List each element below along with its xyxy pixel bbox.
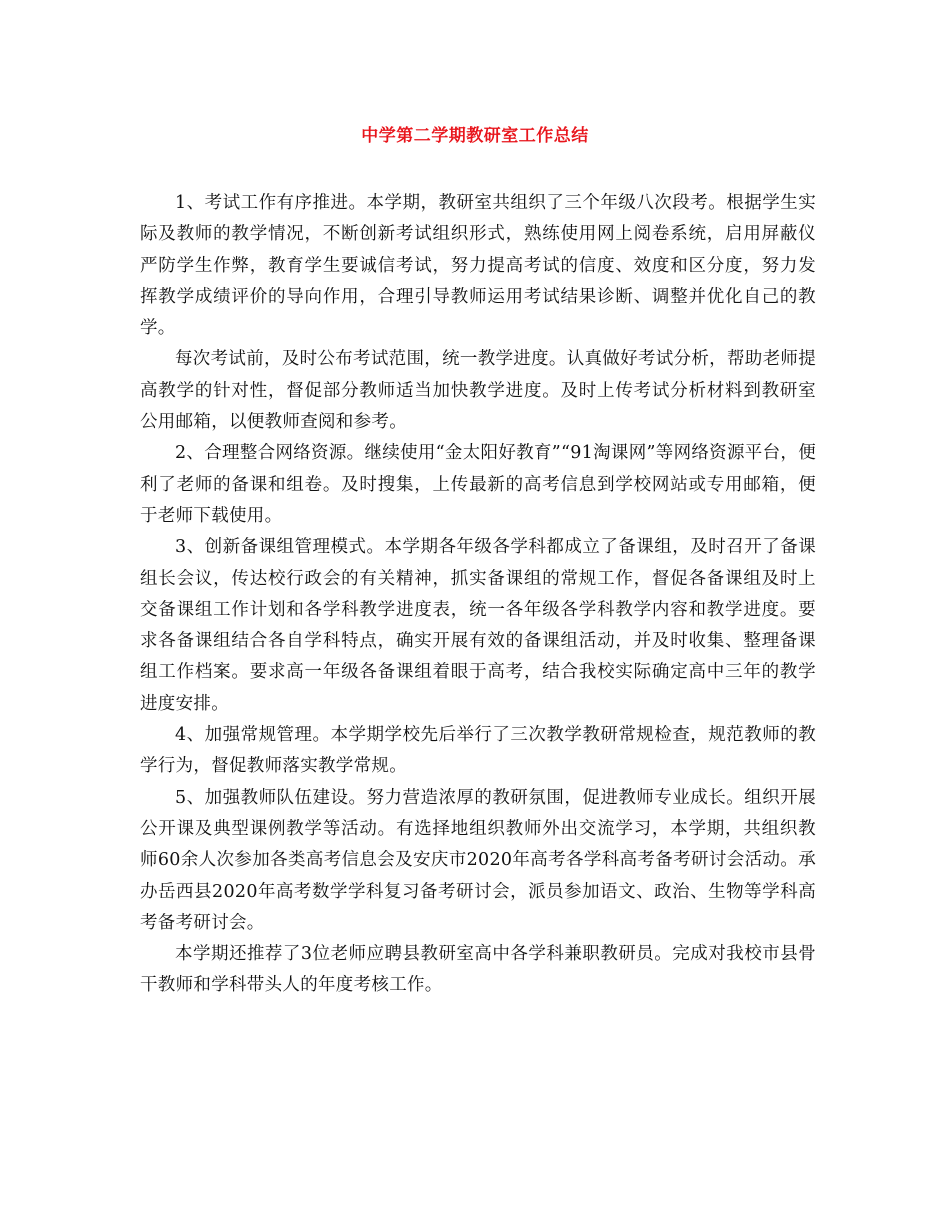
paragraph-exam-preparation: 每次考试前，及时公布考试范围，统一教学进度。认真做好考试分析，帮助老师提高教学的针对性，督促部分教师适当加快教学进度。及时上传考试分析材料到教研室公用邮箱，以便教师查阅和参考。: [140, 349, 816, 433]
document-body: [140, 188, 816, 1002]
paragraph-exam-work: 1、考试工作有序推进。本学期，教研室共组织了三个年级八次段考。根据学生实际及教师的教学情况，不断创新考试组织形式，熟练使用网上阅卷系统，启用屏蔽仪严防学生作弊，教育学生要诚信考试，努力提高考试的信度、效度和区分度，努力发挥教学成绩评价的导向作用，合理引导教师运用考试结果诊断、调整并优化自己的教学。: [140, 193, 816, 339]
paragraph-teacher-development: 5、加强教师队伍建设。努力营造浓厚的教研氛围，促进教师专业成长。组织开展公开课及典型课例教学等活动。有选择地组织教师外出交流学习，本学期，共组织教师60余人次参加各类高考信息会及安庆市2020年高考各学科高考备考研讨会活动。承办岳西县2020年高考数学学科复习备考研讨会，派员参加语文、政治、生物等学科高考备考研讨会。: [140, 787, 816, 933]
paragraph-network-resources: 2、合理整合网络资源。继续使用“金太阳好教育”“91淘课网”等网络资源平台，便利了老师的备课和组卷。及时搜集，上传最新的高考信息到学校网站或专用邮箱，便于老师下载使用。: [140, 443, 816, 526]
paragraph-lesson-prep-groups: 3、创新备课组管理模式。本学期各年级各学科都成立了备课组，及时召开了备课组长会议，传达校行政会的有关精神，抓实备课组的常规工作，督促各备课组及时上交备课组工作计划和各学科教学进度表，统一各年级各学科教学内容和教学进度。要求各备课组结合各自学科特点，确实开展有效的备课组活动，并及时收集、整理备课组工作档案。要求高一年级各备课组着眼于高考，结合我校实际确定高中三年的教学进度安排。: [140, 537, 816, 714]
paragraph-researcher-recommendation: 本学期还推荐了3位老师应聘县教研室高中各学科兼职教研员。完成对我校市县骨干教师和学科带头人的年度考核工作。: [140, 944, 816, 996]
document-title: 中学第二学期教研室工作总结: [361, 126, 589, 146]
paragraph-routine-management: 4、加强常规管理。本学期学校先后举行了三次教学教研常规检查，规范教师的教学行为，督促教师落实教学常规。: [140, 725, 816, 777]
